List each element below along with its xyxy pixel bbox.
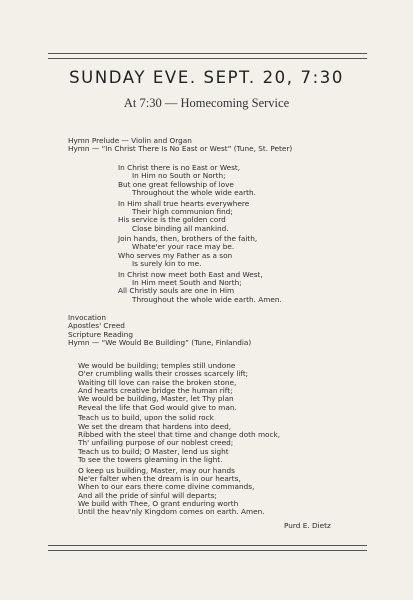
lyric-line: In Christ there is no East or West,: [118, 163, 241, 172]
lyric-line: Teach us to build, upon the solid rock: [78, 413, 214, 423]
lyric-line: We build with Thee, O grant enduring worth: [78, 498, 239, 508]
hymn1-lyrics: [118, 164, 282, 306]
lyric-line: In Him meet South and North;: [132, 278, 242, 288]
lyric-line: And hearts creative bridge the human rift;: [78, 386, 233, 396]
lyric-line: Who serves my Father as a son: [118, 250, 233, 260]
order-item: Scripture Reading: [68, 329, 134, 339]
lyric-line: When to our ears there come divine commands,: [78, 482, 255, 492]
lyric-line: O'er crumbling walls their crosses scarcely lift;: [78, 369, 249, 379]
hymn2-stanza: [78, 362, 280, 412]
service-subtitle: At 7:30 — Homecoming Service: [123, 96, 290, 110]
lyric-line: O keep us building, Master, may our hands: [78, 465, 235, 475]
hymn1-stanza: [118, 271, 282, 304]
lyric-line: Close binding all mankind.: [132, 223, 229, 233]
lyric-line: In Him no South or North;: [132, 171, 226, 181]
lyric-line: But one great fellowship of love: [118, 179, 234, 189]
page-title: SUNDAY EVE. SEPT. 20, 7:30: [69, 68, 344, 87]
hymn-author: Purd E. Dietz: [284, 521, 331, 530]
hymn2-stanza: [78, 414, 280, 464]
lyric-line: Their high communion find;: [132, 206, 233, 216]
order-item: Hymn — “We Would Be Building” (Tune, Finlandia): [68, 338, 252, 348]
hymn2-lyrics: [78, 362, 280, 519]
lyric-line: Ne'er falter when the dream is in our hearts,: [78, 473, 241, 483]
lyric-line: To see the towers gleaming in the light.: [78, 454, 223, 464]
lyric-line: We would be building, Master, let Thy plan: [78, 394, 234, 404]
lyric-line: And all the pride of sinful will departs;: [78, 490, 217, 500]
lyric-line: Waiting till love can raise the broken stone,: [78, 377, 237, 387]
lyric-line: Ribbed with the steel that time and change doth mock,: [78, 429, 281, 439]
hymn2-stanza: [78, 467, 280, 517]
lyric-line: Until the heav'nly Kingdom comes on earth. Amen.: [78, 507, 265, 517]
lyric-line: Throughout the whole wide earth.: [132, 188, 256, 198]
order-item: Hymn — “In Christ There Is No East or West” (Tune, St. Peter): [68, 144, 293, 154]
lyric-line: Whate'er your race may be.: [132, 242, 235, 252]
order-of-service-part2: [68, 314, 251, 347]
lyric-line: Is surely kin to me.: [132, 259, 202, 269]
lyric-line: Throughout the whole wide earth. Amen.: [132, 294, 282, 304]
lyric-line: Join hands, then, brothers of the faith,: [118, 234, 258, 244]
lyric-line: His service is the golden cord: [118, 215, 226, 225]
lyric-line: All Christly souls are one in Him: [118, 286, 235, 296]
lyric-line: In Him shall true hearts everywhere: [118, 198, 250, 208]
lyric-line: We set the dream that hardens into deed,: [78, 421, 232, 431]
order-item: Apostles' Creed: [68, 321, 125, 331]
lyric-line: Reveal the life that God would give to man.: [78, 402, 237, 412]
lyric-line: Teach us to build; O Master, lend us sight: [78, 446, 229, 456]
order-item: Invocation: [68, 313, 107, 322]
order-of-service-part1: [68, 137, 292, 154]
lyric-line: In Christ now meet both East and West,: [118, 269, 263, 279]
lyric-line: We would be building; temples still undone: [78, 361, 236, 370]
hymn1-stanza: [118, 200, 282, 233]
bottom-double-rule: [48, 545, 367, 551]
lyric-line: Th' unfailing purpose of our noblest creed;: [78, 438, 234, 448]
hymn1-stanza: [118, 164, 282, 197]
order-item: Hymn Prelude — Violin and Organ: [68, 136, 192, 145]
hymn1-stanza: [118, 235, 282, 268]
top-double-rule: [48, 53, 367, 59]
